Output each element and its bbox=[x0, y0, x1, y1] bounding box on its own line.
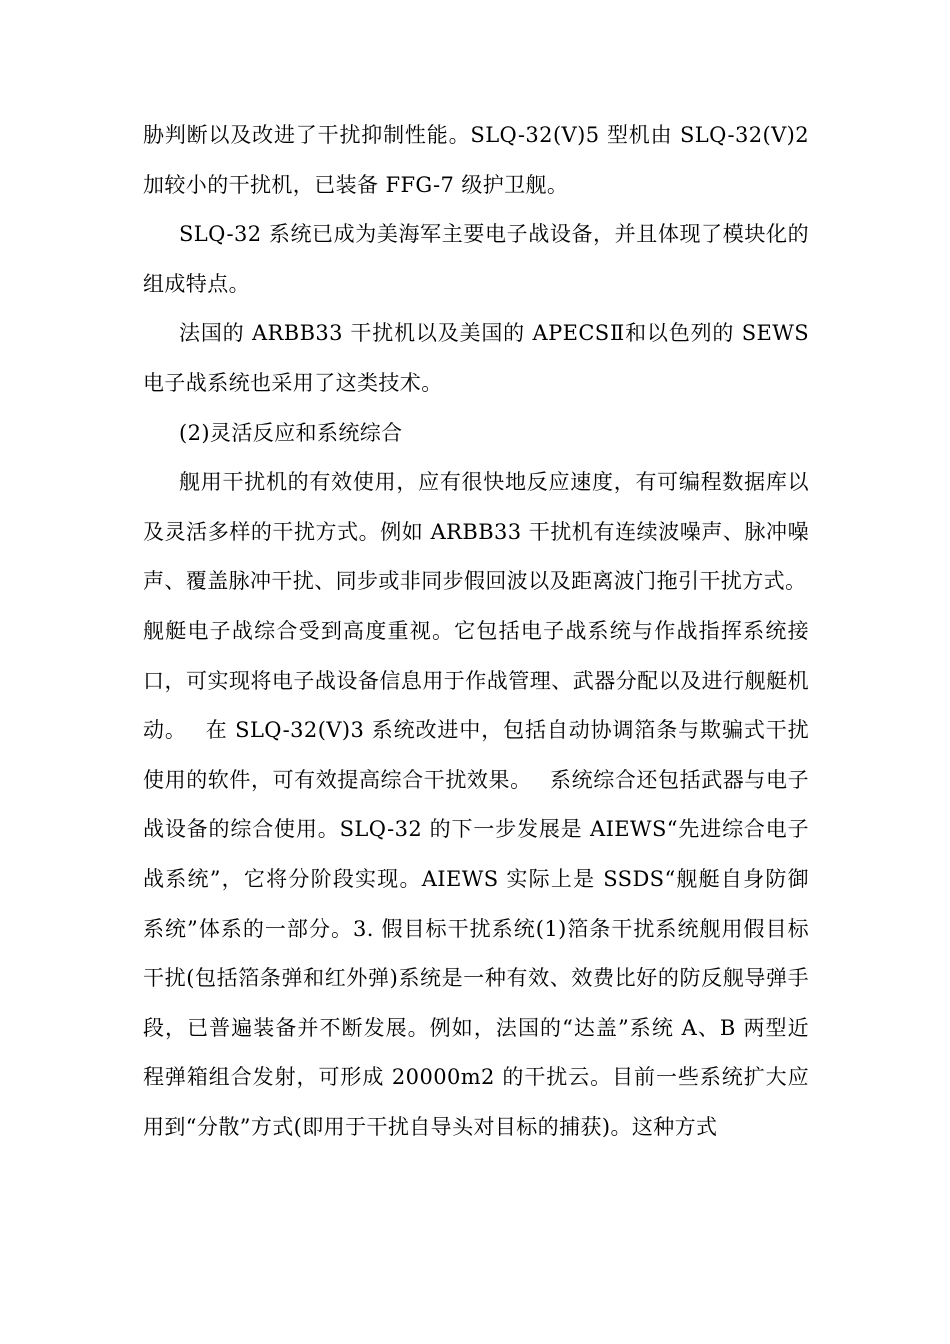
paragraph-shipborne-jammer: 舰用干扰机的有效使用，应有很快地反应速度，有可编程数据库以及灵活多样的干扰方式。例如 ARBB33 干扰机有连续波噪声、脉冲噪声、覆盖脉冲干扰、同步或非同步假回波以及距离波门拖引干扰方式。 bbox=[143, 470, 809, 594]
paragraph-ew-integration: 舰艇电子战综合受到高度重视。它包括电子战系统与作战指挥系统接口，可实现将电子战设备信息用于作战管理、武器分配以及进行舰艇机动。 在 SLQ-32(V)3 系统改进中，包括自动协调箔条与欺骗式干扰使用的软件，可有效提高综合干扰效果。 系统综合还包括武器与电子战设备的综合使用。SLQ-32 的下一步发展是 AIEWS“先进综合电子战系统”，它将分阶段实现。AIEWS 实际上是 SSDS“舰艇自身防御系统”体系的一部分。3. 假目标干扰系统(1)箔条干扰系统舰用假目标干扰(包括箔条弹和红外弹)系统是一种有效、效费比好的防反舰导弹手段，已普遍装备并不断发展。例如，法国的“达盖”系统 A、B 两型近程弹箱组合发射，可形成 20000m2 的干扰云。目前一些系统扩大应用到“分散”方式(即用于干扰自导头对目标的捕获)。这种方式 bbox=[143, 618, 809, 1139]
paragraph-arbb33-apecs-sews: 法国的 ARBB33 干扰机以及美国的 APECSⅡ和以色列的 SEWS 电子战系统也采用了这类技术。 bbox=[143, 321, 809, 395]
paragraph-slq32-v5: 胁判断以及改进了干扰抑制性能。SLQ-32(V)5 型机由 SLQ-32(V)2 加较小的干扰机，已装备 FFG-7 级护卫舰。 bbox=[143, 123, 809, 197]
paragraph-slq32-modular: SLQ-32 系统已成为美海军主要电子战设备，并且体现了模块化的组成特点。 bbox=[143, 222, 809, 296]
document-body bbox=[143, 111, 809, 1152]
section-heading-flexible-response: (2)灵活反应和系统综合 bbox=[179, 420, 403, 445]
